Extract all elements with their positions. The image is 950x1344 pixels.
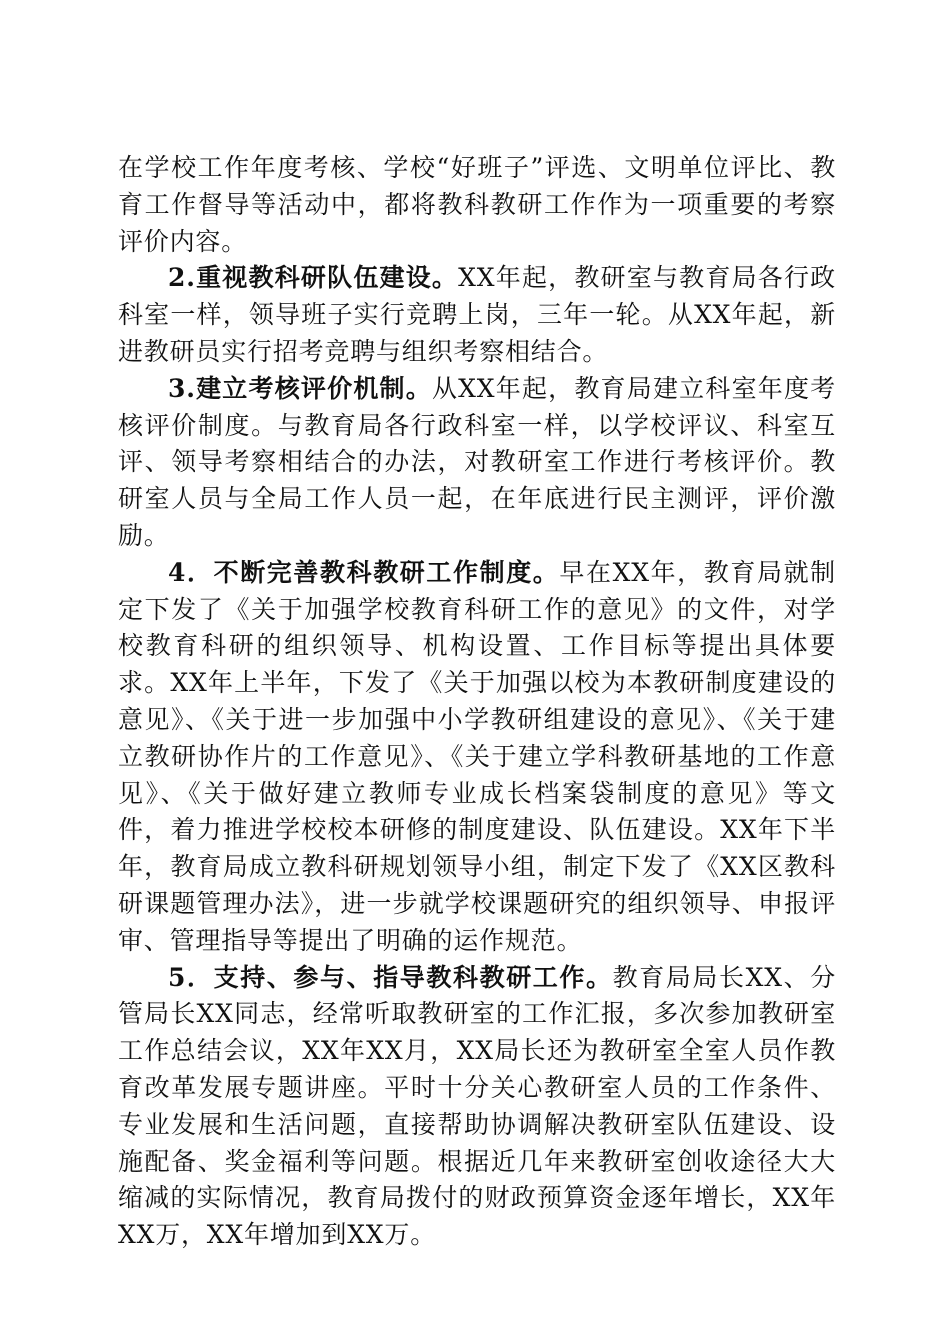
- paragraph-4-heading: 4．不断完善教科教研工作制度。: [168, 557, 560, 587]
- paragraph-1-text: 在学校工作年度考核、学校“好班子”评选、文明单位评比、教育工作督导等活动中，都将教科教研工作作为一项重要的考察评价内容。: [118, 153, 836, 256]
- paragraph-3: [118, 371, 836, 555]
- paragraph-3-heading: 3.建立考核评价机制。: [168, 373, 432, 403]
- document-body: [118, 150, 836, 1254]
- paragraph-4-text: 早在XX年，教育局就制定下发了《关于加强学校教育科研工作的意见》的文件，对学校教育科研的组织领导、机构设置、工作目标等提出具体要求。XX年上半年，下发了《关于加强以校为本教研制度建设的意见》、《关于进一步加强中小学教研组建设的意见》、《关于建立教研协作片的工作意见》、《关于建立学科教研基地的工作意见》、《关于做好建立教师专业成长档案袋制度的意见》等文件，着力推进学校校本研修的制度建设、队伍建设。XX年下半年，教育局成立教科研规划领导小组，制定下发了《XX区教科研课题管理办法》，进一步就学校课题研究的组织领导、申报评审、管理指导等提出了明确的运作规范。: [118, 557, 836, 955]
- paragraph-5-text: 教育局局长XX、分管局长XX同志，经常听取教研室的工作汇报，多次参加教研室工作总结会议，XX年XX月，XX局长还为教研室全室人员作教育改革发展专题讲座。平时十分关心教研室人员的工作条件、专业发展和生活问题，直接帮助协调解决教研室队伍建设、设施配备、奖金福利等问题。根据近几年来教研室创收途径大大缩减的实际情况，教育局拨付的财政预算资金逐年增长，XX年XX万，XX年增加到XX万。: [118, 962, 837, 1250]
- paragraph-1: [118, 150, 836, 260]
- paragraph-5-heading: 5．支持、参与、指导教科教研工作。: [168, 962, 613, 992]
- paragraph-3-text: 从XX年起，教育局建立科室年度考核评价制度。与教育局各行政科室一样，以学校评议、科室互评、领导考察相结合的办法，对教研室工作进行考核评价。教研室人员与全局工作人员一起，在年底进行民主测评，评价激励。: [118, 373, 836, 550]
- paragraph-2: [118, 260, 836, 370]
- paragraph-2-text: XX年起，教研室与教育局各行政科室一样，领导班子实行竞聘上岗，三年一轮。从XX年起，新进教研员实行招考竞聘与组织考察相结合。: [118, 263, 836, 366]
- paragraph-4: [118, 555, 836, 960]
- paragraph-5: [118, 960, 836, 1254]
- paragraph-2-heading: 2.重视教科研队伍建设。: [168, 263, 459, 293]
